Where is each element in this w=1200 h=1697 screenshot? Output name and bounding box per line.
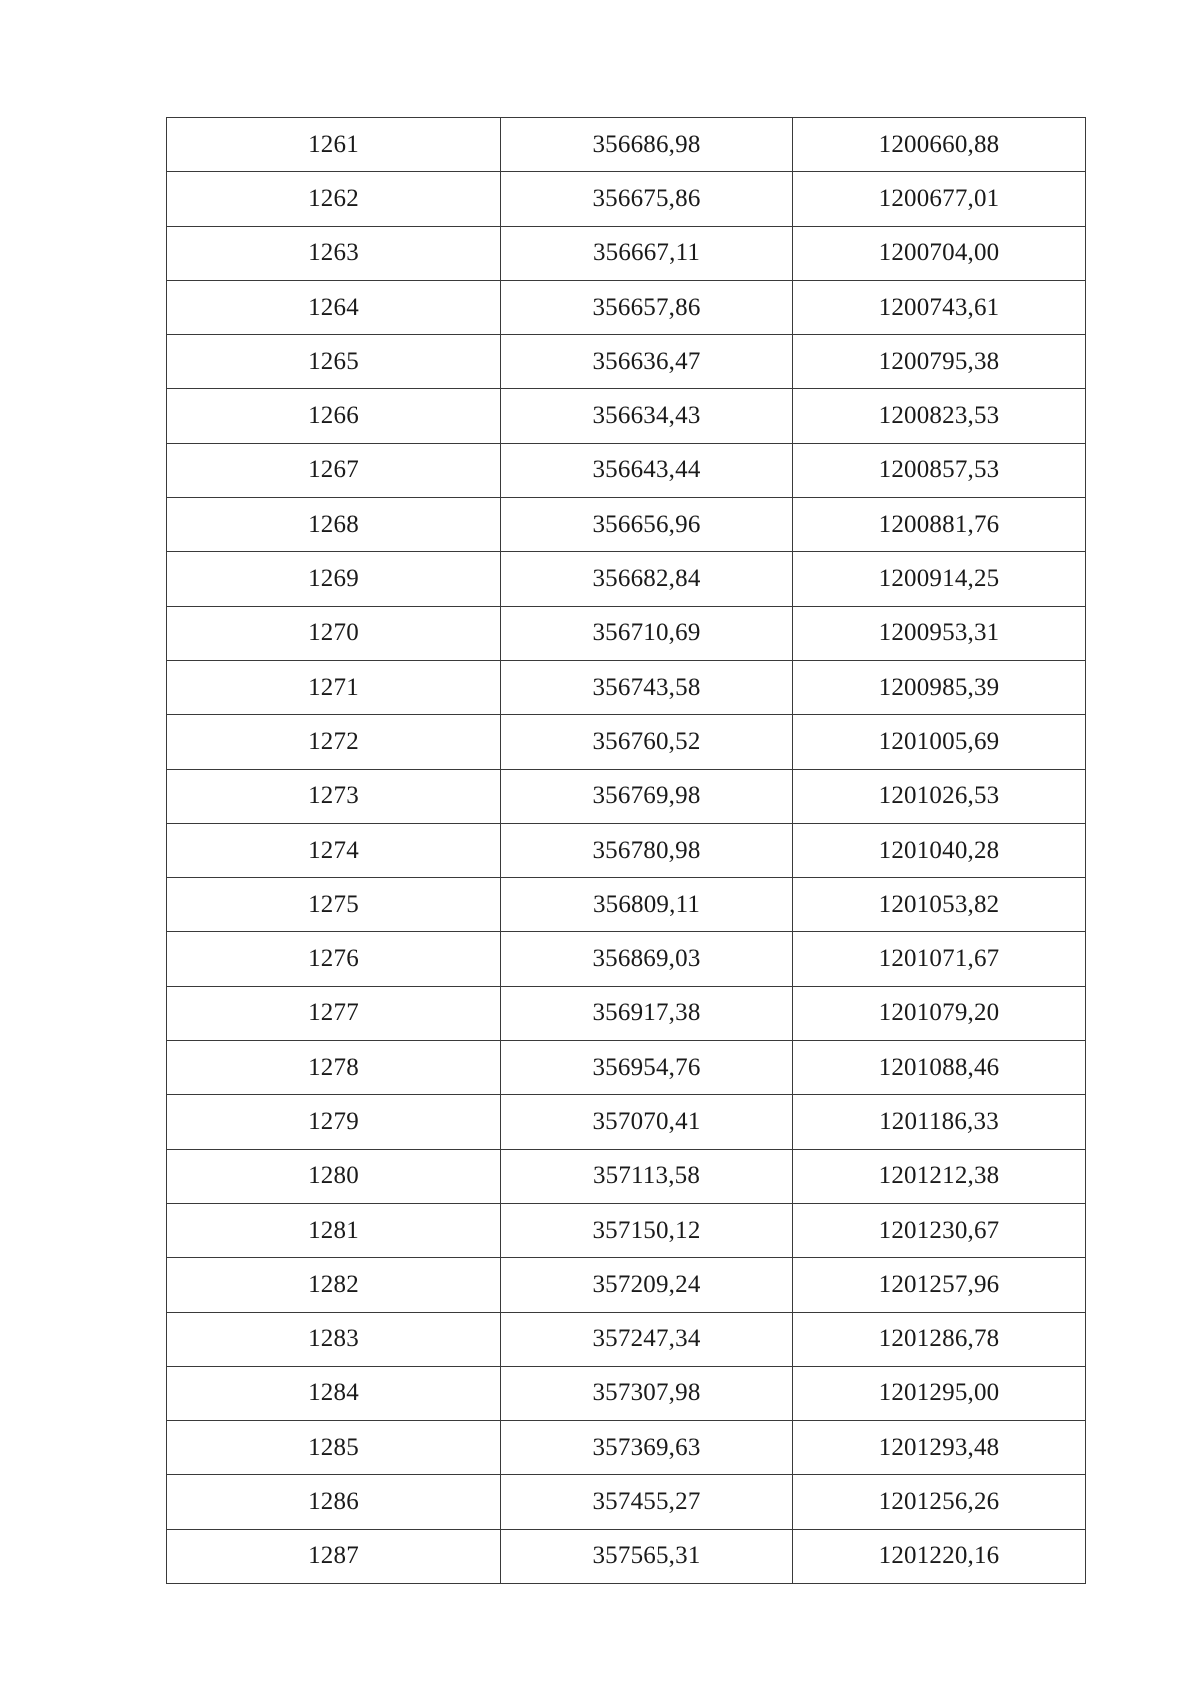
x-coordinate-cell: 357369,63	[501, 1421, 793, 1475]
y-coordinate-cell: 1201005,69	[793, 715, 1086, 769]
point-number-cell: 1270	[167, 606, 501, 660]
y-coordinate-cell: 1201212,38	[793, 1149, 1086, 1203]
point-number-cell: 1279	[167, 1095, 501, 1149]
table-row	[167, 552, 1086, 606]
table-row	[167, 118, 1086, 172]
x-coordinate-cell: 356780,98	[501, 823, 793, 877]
point-number-cell: 1281	[167, 1203, 501, 1257]
y-coordinate-cell: 1201088,46	[793, 1041, 1086, 1095]
x-coordinate-cell: 356682,84	[501, 552, 793, 606]
x-coordinate-cell: 357150,12	[501, 1203, 793, 1257]
x-coordinate-cell: 356917,38	[501, 986, 793, 1040]
x-coordinate-cell: 357565,31	[501, 1529, 793, 1583]
y-coordinate-cell: 1200704,00	[793, 226, 1086, 280]
point-number-cell: 1282	[167, 1258, 501, 1312]
table-row	[167, 932, 1086, 986]
point-number-cell: 1284	[167, 1366, 501, 1420]
table-row	[167, 606, 1086, 660]
point-number-cell: 1265	[167, 335, 501, 389]
table-row	[167, 389, 1086, 443]
table-row	[167, 498, 1086, 552]
y-coordinate-cell: 1201220,16	[793, 1529, 1086, 1583]
table-row	[167, 769, 1086, 823]
y-coordinate-cell: 1201186,33	[793, 1095, 1086, 1149]
table-row	[167, 986, 1086, 1040]
x-coordinate-cell: 356656,96	[501, 498, 793, 552]
table-row	[167, 660, 1086, 714]
coordinates-table	[166, 117, 1086, 1584]
y-coordinate-cell: 1201040,28	[793, 823, 1086, 877]
y-coordinate-cell: 1201079,20	[793, 986, 1086, 1040]
table-row	[167, 1312, 1086, 1366]
x-coordinate-cell: 356869,03	[501, 932, 793, 986]
y-coordinate-cell: 1200985,39	[793, 660, 1086, 714]
point-number-cell: 1280	[167, 1149, 501, 1203]
y-coordinate-cell: 1200743,61	[793, 280, 1086, 334]
x-coordinate-cell: 356643,44	[501, 443, 793, 497]
x-coordinate-cell: 357307,98	[501, 1366, 793, 1420]
y-coordinate-cell: 1201293,48	[793, 1421, 1086, 1475]
point-number-cell: 1275	[167, 878, 501, 932]
x-coordinate-cell: 356760,52	[501, 715, 793, 769]
x-coordinate-cell: 356710,69	[501, 606, 793, 660]
y-coordinate-cell: 1201256,26	[793, 1475, 1086, 1529]
x-coordinate-cell: 356743,58	[501, 660, 793, 714]
x-coordinate-cell: 356667,11	[501, 226, 793, 280]
table-row	[167, 1529, 1086, 1583]
point-number-cell: 1285	[167, 1421, 501, 1475]
table-row	[167, 1149, 1086, 1203]
y-coordinate-cell: 1200795,38	[793, 335, 1086, 389]
table-row	[167, 1475, 1086, 1529]
x-coordinate-cell: 357070,41	[501, 1095, 793, 1149]
table-row	[167, 823, 1086, 877]
x-coordinate-cell: 356686,98	[501, 118, 793, 172]
point-number-cell: 1266	[167, 389, 501, 443]
table-row	[167, 1258, 1086, 1312]
y-coordinate-cell: 1201026,53	[793, 769, 1086, 823]
table-row	[167, 1095, 1086, 1149]
point-number-cell: 1276	[167, 932, 501, 986]
table-row	[167, 280, 1086, 334]
y-coordinate-cell: 1201053,82	[793, 878, 1086, 932]
coordinates-table-body	[167, 118, 1086, 1584]
table-row	[167, 443, 1086, 497]
x-coordinate-cell: 356675,86	[501, 172, 793, 226]
x-coordinate-cell: 357455,27	[501, 1475, 793, 1529]
y-coordinate-cell: 1200953,31	[793, 606, 1086, 660]
point-number-cell: 1283	[167, 1312, 501, 1366]
x-coordinate-cell: 356954,76	[501, 1041, 793, 1095]
point-number-cell: 1267	[167, 443, 501, 497]
y-coordinate-cell: 1200881,76	[793, 498, 1086, 552]
table-row	[167, 172, 1086, 226]
y-coordinate-cell: 1201230,67	[793, 1203, 1086, 1257]
x-coordinate-cell: 356636,47	[501, 335, 793, 389]
point-number-cell: 1277	[167, 986, 501, 1040]
y-coordinate-cell: 1200660,88	[793, 118, 1086, 172]
y-coordinate-cell: 1201071,67	[793, 932, 1086, 986]
table-row	[167, 1203, 1086, 1257]
y-coordinate-cell: 1201257,96	[793, 1258, 1086, 1312]
point-number-cell: 1272	[167, 715, 501, 769]
x-coordinate-cell: 356809,11	[501, 878, 793, 932]
point-number-cell: 1263	[167, 226, 501, 280]
point-number-cell: 1278	[167, 1041, 501, 1095]
point-number-cell: 1261	[167, 118, 501, 172]
y-coordinate-cell: 1201295,00	[793, 1366, 1086, 1420]
x-coordinate-cell: 357209,24	[501, 1258, 793, 1312]
table-row	[167, 715, 1086, 769]
point-number-cell: 1286	[167, 1475, 501, 1529]
y-coordinate-cell: 1200823,53	[793, 389, 1086, 443]
x-coordinate-cell: 357113,58	[501, 1149, 793, 1203]
table-row	[167, 226, 1086, 280]
x-coordinate-cell: 357247,34	[501, 1312, 793, 1366]
y-coordinate-cell: 1200677,01	[793, 172, 1086, 226]
y-coordinate-cell: 1200857,53	[793, 443, 1086, 497]
table-row	[167, 335, 1086, 389]
table-row	[167, 878, 1086, 932]
point-number-cell: 1268	[167, 498, 501, 552]
x-coordinate-cell: 356769,98	[501, 769, 793, 823]
table-row	[167, 1421, 1086, 1475]
point-number-cell: 1271	[167, 660, 501, 714]
table-row	[167, 1366, 1086, 1420]
point-number-cell: 1273	[167, 769, 501, 823]
y-coordinate-cell: 1200914,25	[793, 552, 1086, 606]
point-number-cell: 1262	[167, 172, 501, 226]
point-number-cell: 1274	[167, 823, 501, 877]
point-number-cell: 1287	[167, 1529, 501, 1583]
x-coordinate-cell: 356657,86	[501, 280, 793, 334]
x-coordinate-cell: 356634,43	[501, 389, 793, 443]
point-number-cell: 1264	[167, 280, 501, 334]
table-row	[167, 1041, 1086, 1095]
y-coordinate-cell: 1201286,78	[793, 1312, 1086, 1366]
point-number-cell: 1269	[167, 552, 501, 606]
